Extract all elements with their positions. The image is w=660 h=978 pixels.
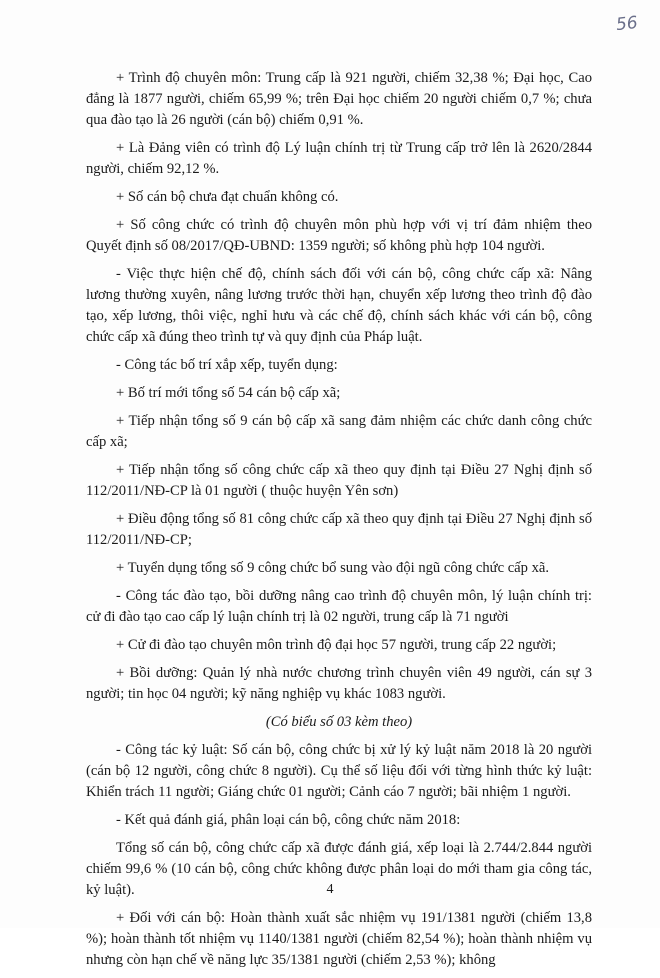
paragraph: + Bồi dưỡng: Quản lý nhà nước chương trình chuyên viên 49 người, cán sự 3 người; tin học 04 người; kỹ năng nghiệp vụ khác 1083 người.: [86, 665, 592, 702]
paragraph: + Cử đi đào tạo chuyên môn trình độ đại học 57 người, trung cấp 22 người;: [116, 637, 557, 653]
paragraph: + Điều động tổng số 81 công chức cấp xã theo quy định tại Điều 27 Nghị định số 112/2011/NĐ-CP;: [86, 511, 592, 548]
table-reference-note: (Có biểu số 03 kèm theo): [265, 714, 413, 730]
paragraph: + Bố trí mới tổng số 54 cán bộ cấp xã;: [116, 385, 341, 401]
paragraph: + Số cán bộ chưa đạt chuẩn không có.: [116, 189, 339, 205]
paragraph: - Công tác đào tạo, bồi dưỡng nâng cao trình độ chuyên môn, lý luận chính trị: cử đi đào tạo cao cấp lý luận chính trị là 02 người, trung cấp là 71 người: [86, 588, 592, 625]
paragraph: + Tuyển dụng tổng số 9 công chức bổ sung vào đội ngũ công chức cấp xã.: [116, 560, 550, 576]
paragraph: - Công tác kỷ luật: Số cán bộ, công chức bị xử lý kỷ luật năm 2018 là 20 người (cán bộ 12 người, công chức 8 người). Cụ thể số liệu đối với từng hình thức kỷ luật: Khiển trách 11 người; Giáng chức 01 người; Cảnh cáo 7 người; bãi nhiệm 1 người.: [86, 742, 592, 800]
document-body: [86, 68, 592, 978]
paragraph: + Đối với cán bộ: Hoàn thành xuất sắc nhiệm vụ 191/1381 người (chiếm 13,8 %); hoàn thành tốt nhiệm vụ 1140/1381 người (chiếm 82,54 %); hoàn thành nhiệm vụ nhưng còn hạn chế về năng lực 35/1381 người (chiếm 2,53 %); không: [86, 910, 592, 968]
paragraph: + Trình độ chuyên môn: Trung cấp là 921 người, chiếm 32,38 %; Đại học, Cao đẳng là 1877 người, chiếm 65,99 %; trên Đại học chiếm 20 người chiếm 0,7 %; chưa qua đào tạo là 26 người (cán bộ) chiếm 0,91 %.: [86, 70, 592, 128]
paragraph: Tổng số cán bộ, công chức cấp xã được đánh giá, xếp loại là 2.744/2.844 người chiếm 99,6 % (10 cán bộ, công chức không được phân loại do mới tham gia công tác, kỷ luật).: [86, 840, 592, 898]
paragraph: + Số công chức có trình độ chuyên môn phù hợp với vị trí đảm nhiệm theo Quyết định số 08/2017/QĐ-UBND: 1359 người; số không phù hợp 104 người.: [86, 217, 592, 254]
paragraph: + Tiếp nhận tổng số công chức cấp xã theo quy định tại Điều 27 Nghị định số 112/2011/NĐ-CP là 01 người ( thuộc huyện Yên sơn): [86, 462, 592, 499]
paragraph: + Là Đảng viên có trình độ Lý luận chính trị từ Trung cấp trở lên là 2620/2844 người, chiếm 92,12 %.: [86, 140, 592, 177]
paragraph: - Công tác bố trí xắp xếp, tuyển dụng:: [116, 357, 338, 373]
paragraph: + Tiếp nhận tổng số 9 cán bộ cấp xã sang đảm nhiệm các chức danh công chức cấp xã;: [86, 413, 592, 450]
handwritten-page-mark: 56: [615, 12, 639, 36]
paragraph: - Việc thực hiện chế độ, chính sách đối với cán bộ, công chức cấp xã: Nâng lương thường xuyên, nâng lương trước thời hạn, chuyển xếp lương theo trình độ đào tạo, xếp lương, thôi việc, nghỉ hưu và các chế độ, chính sách khác với cán bộ, công chức cấp xã đúng theo trình tự và quy định của Pháp luật.: [86, 266, 592, 345]
page-number: 4: [326, 882, 334, 897]
paragraph: - Kết quả đánh giá, phân loại cán bộ, công chức năm 2018:: [116, 812, 461, 828]
